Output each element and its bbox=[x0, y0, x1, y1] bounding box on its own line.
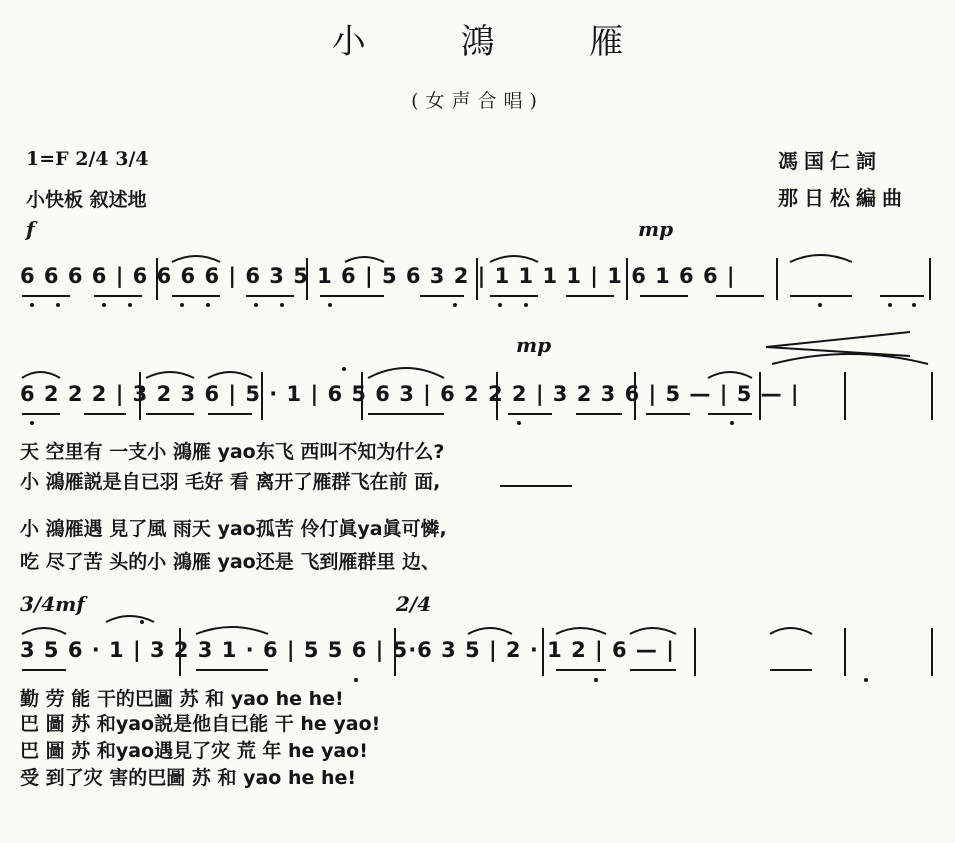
dynamic-mp-2: mp bbox=[516, 333, 552, 357]
dynamic-mp-1: mp bbox=[638, 217, 674, 241]
lyric-line-2: 小 鴻雁説是自已羽 毛好 看 离开了雁群飞在前 面, bbox=[20, 471, 441, 493]
key-signature: 1=F 2/4 3/4 bbox=[26, 148, 149, 170]
lyric-line-3: 小 鴻雁遇 見了風 雨天 yao孤苦 伶仃眞ya眞可憐, bbox=[20, 518, 447, 540]
song-title: 小 鴻 雁 bbox=[331, 22, 666, 62]
lyric-line-5: 勤 劳 能 干的巴圖 苏 和 yao he he! bbox=[20, 688, 344, 710]
lyric-line-4: 吃 尽了苦 头的小 鴻雁 yao还是 飞到雁群里 边、 bbox=[20, 551, 440, 573]
dynamic-mf: 3/4mf bbox=[20, 592, 85, 616]
arranger-credit: 那日松編曲 bbox=[778, 186, 908, 210]
notation-row-3: 3 5 6 · 1 | 3 2 3 1 · 6 | 5 5 6 | 5·6 3 5 | 2 · 1 2 | 6 — | bbox=[20, 638, 675, 662]
notation-row-2: 6 2 2 2 | 3 2 3 6 | 5 · 1 | 6 5 6 3 | 6 2 2 2 | 3 2 3 6 | 5 — | 5 — | bbox=[20, 382, 800, 406]
lyric-line-6: 巴 圖 苏 和yao説是他自已能 干 he yao! bbox=[20, 713, 381, 735]
song-subtitle: (女声合唱) bbox=[411, 90, 544, 112]
notation-row-1: 6 6 6 6 | 6 6 6 6 | 6 3 5 1 6 | 5 6 3 2 | 1 1 1 1 | 1 6 1 6 6 | bbox=[20, 264, 736, 288]
lyric-line-8: 受 到了灾 害的巴圖 苏 和 yao he he! bbox=[20, 767, 357, 789]
tempo-marking: 小快板 叙述地 bbox=[26, 189, 147, 211]
time-signature-change: 2/4 bbox=[396, 592, 432, 616]
lyric-line-7: 巴 圖 苏 和yao遇見了灾 荒 年 he yao! bbox=[20, 740, 368, 762]
lyric-line-1: 天 空里有 一支小 鴻雁 yao东飞 西叫不知为什么? bbox=[20, 441, 445, 463]
lyricist-credit: 馮国仁詞 bbox=[778, 149, 882, 173]
dynamic-f: f bbox=[26, 217, 35, 241]
